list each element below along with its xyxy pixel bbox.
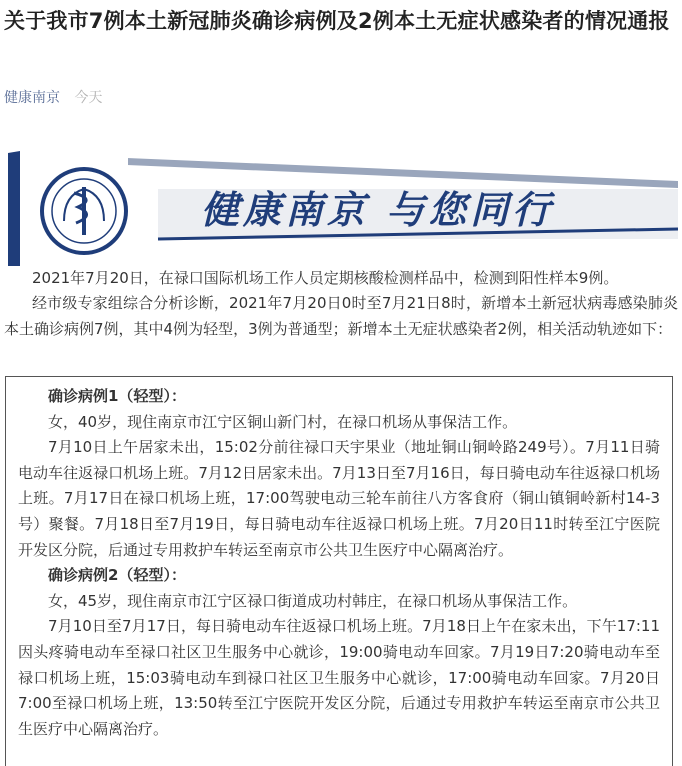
case-1-profile: 女，40岁，现住南京市江宁区铜山新门村，在禄口机场从事保洁工作。 (48, 412, 518, 431)
case-2-profile: 女，45岁，现住南京市江宁区禄口街道成功村韩庄，在禄口机场从事保洁工作。 (48, 591, 578, 610)
article-meta (4, 88, 102, 108)
intro-paragraph-1: 2021年7月20日，在禄口国际机场工作人员定期核酸检测样品中，检测到阳性样本9例。 (32, 269, 619, 287)
case-2-title: 确诊病例2（轻型）： (48, 566, 186, 585)
case-1-title: 确诊病例1（轻型）： (48, 387, 186, 405)
article-title: 关于我市7例本土新冠肺炎确诊病例及2例本土无症状感染者的情况通报 (4, 9, 670, 33)
cases-box (5, 376, 673, 766)
nanjing-health-logo-icon (42, 169, 126, 253)
banner-left-bar (8, 151, 20, 266)
case-2-track: 7月10日至7月17日，每日骑电动车往返禄口机场上班。7月18日上午在家未出，下午17:11因头疼骑电动车至禄口社区卫生服务中心就诊，19:00骑电动车回家。7月19日7:20骑电动车至禄口机场上班，15:03骑电动车到禄口社区卫生服务中心就诊，17:00骑电动车回家。7月20日7:00至禄口机场上班，13:50转至江宁医院开发区分院，后通过专用救护车转运至南京市公共卫生医疗中心隔离治疗。 (18, 617, 660, 738)
account-name-link[interactable]: 健康南京 (4, 90, 60, 106)
intro-paragraph-2: 经市级专家组综合分析诊断，2021年7月20日0时至7月21日8时，新增本土新冠状病毒感染肺炎本土确诊病例7例，其中4例为轻型，3例为普通型；新增本土无症状感染者2例，相关活动轨迹如下： (4, 294, 678, 338)
banner-slogan: 健康南京 与您同行 (201, 188, 555, 232)
publish-date: 今天 (74, 90, 103, 106)
case-1-track: 7月10日上午居家未出，15:02分前往禄口天宇果业（地址铜山铜岭路249号）。7月11日骑电动车往返禄口机场上班。7月12日居家未出。7月13日至7月16日，每日骑电动车往返禄口机场上班。7月17日在禄口机场上班，17:00驾驶电动三轮车前往八方客食府（铜山镇铜岭新村14-3号）聚餐。7月18日至7月19日，每日骑电动车往返禄口机场上班。7月20日11时转至江宁医院开发区分院，后通过专用救护车转运至南京市公共卫生医疗中心隔离治疗。 (18, 438, 660, 559)
banner-image (8, 151, 678, 266)
